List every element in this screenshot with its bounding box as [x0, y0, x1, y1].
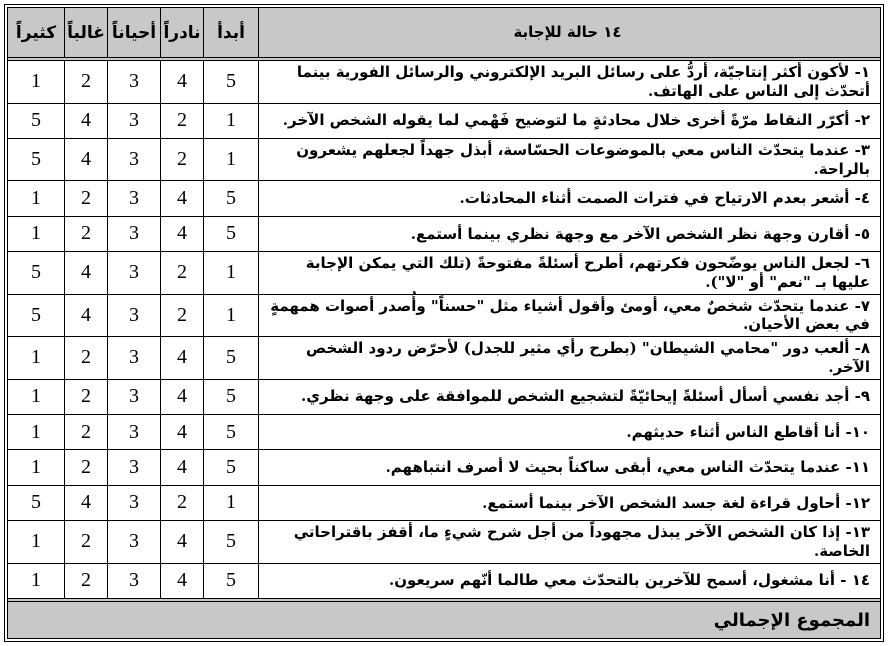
column-header-often-very: كثيراً [15, 22, 57, 43]
score-cell: 1 [31, 420, 41, 443]
score-cell: 3 [107, 337, 160, 379]
score-cell: 1 [203, 104, 258, 138]
statement-text: ٧- عندما يتحدّث شخصٌ معي، أومئ وأقول أشياء مثل "حسناً" وأُصدر أصوات همهمةٍ في بعض الأحيان. [258, 295, 880, 337]
score-cell: 3 [107, 295, 160, 337]
score-cell: 3 [107, 252, 160, 294]
statement-text: ٦- لجعل الناس يوضّحون فكرتهم، أطرح أسئلةً مفتوحةً (تلك التي يمكن الإجابة عليها بـ "نعم" أو "لا"). [258, 252, 880, 294]
score-cell: 3 [107, 521, 160, 563]
table-title: ١٤ حالة للإجابة [258, 8, 880, 57]
table-row [8, 216, 880, 251]
statement-text: ١- لأكون أكثر إنتاجيّة، أردُّ على رسائل البريد الإلكتروني والرسائل الفورية بينما أتحدّث إلى الناس على الهاتف. [258, 61, 880, 103]
listening-questionnaire-table [4, 4, 884, 642]
score-cell: 2 [64, 61, 107, 103]
score-cell: 4 [160, 61, 203, 103]
score-cell: 2 [160, 486, 203, 520]
score-cell: 5 [31, 303, 41, 326]
score-cell: 5 [203, 415, 258, 449]
score-cell: 1 [31, 346, 41, 369]
table-row [8, 61, 880, 103]
score-cell: 4 [160, 217, 203, 251]
score-cell: 3 [107, 564, 160, 598]
score-cell: 1 [203, 139, 258, 181]
score-cell: 4 [160, 337, 203, 379]
score-cell: 1 [31, 456, 41, 479]
score-cell: 5 [31, 491, 41, 514]
column-header-sometimes: أحياناً [107, 8, 160, 57]
score-cell: 3 [107, 450, 160, 484]
total-label: المجموع الإجمالي [713, 609, 870, 631]
score-cell: 3 [107, 104, 160, 138]
score-cell: 4 [160, 415, 203, 449]
table-row [8, 449, 880, 484]
column-header-rarely: نادراً [160, 8, 203, 57]
score-cell: 5 [203, 61, 258, 103]
table-header-row [8, 8, 880, 61]
score-cell: 1 [31, 530, 41, 553]
score-cell: 1 [203, 252, 258, 294]
table-row [8, 251, 880, 294]
score-cell: 1 [31, 222, 41, 245]
score-cell: 5 [203, 450, 258, 484]
table-row [8, 485, 880, 520]
table-row [8, 520, 880, 563]
statement-text: ٥- أقارن وجهة نظر الشخص الآخر مع وجهة نظري بينما أستمع. [258, 217, 880, 251]
score-cell: 2 [160, 252, 203, 294]
score-cell: 2 [64, 415, 107, 449]
statement-text: ٣- عندما يتحدّث الناس معي بالموضوعات الحسّاسة، أبذل جهداً لجعلهم يشعرون بالراحة. [258, 139, 880, 181]
score-cell: 5 [31, 148, 41, 171]
score-cell: 2 [160, 139, 203, 181]
score-cell: 5 [203, 564, 258, 598]
score-cell: 1 [203, 486, 258, 520]
score-cell: 3 [107, 486, 160, 520]
statement-text: ١٠- أنا أقاطع الناس أثناء حديثهم. [258, 415, 880, 449]
statement-text: ٩- أجد نفسي أسأل أسئلةً إيحائيّةً لتشجيع الشخص للموافقة على وجهة نظري. [258, 380, 880, 414]
table-row [8, 294, 880, 337]
score-cell: 3 [107, 61, 160, 103]
column-header-never: أبدأ [203, 8, 258, 57]
score-cell: 2 [64, 380, 107, 414]
score-cell: 3 [107, 139, 160, 181]
score-cell: 2 [64, 521, 107, 563]
score-cell: 5 [31, 109, 41, 132]
statement-text: ١٣- إذا كان الشخص الآخر يبذل مجهوداً من أجل شرح شيءٍ ما، أقفز باقتراحاتي الخاصة. [258, 521, 880, 563]
column-header-often: غالباً [64, 8, 107, 57]
score-cell: 1 [31, 569, 41, 592]
score-cell: 4 [160, 380, 203, 414]
score-cell: 2 [64, 337, 107, 379]
score-cell: 1 [31, 187, 41, 210]
score-cell: 4 [64, 104, 107, 138]
score-cell: 4 [160, 450, 203, 484]
score-cell: 4 [64, 486, 107, 520]
statement-text: ١٢- أحاول قراءة لغة جسد الشخص الآخر بينما أستمع. [258, 486, 880, 520]
statement-text: ١١- عندما يتحدّث الناس معي، أبقى ساكناً بحيث لا أصرف انتباههم. [258, 450, 880, 484]
score-cell: 5 [31, 261, 41, 284]
statement-text: ١٤ - أنا مشغول، أسمح للآخرين بالتحدّث معي طالما أنّهم سريعون. [258, 564, 880, 598]
score-cell: 5 [203, 380, 258, 414]
score-cell: 2 [64, 450, 107, 484]
score-cell: 2 [64, 564, 107, 598]
table-row [8, 103, 880, 138]
statement-text: ٢- أكرّر النقاط مرّةً أخرى خلال محادثةٍ ما لتوضيح فَهْمي لما يقوله الشخص الآخر. [258, 104, 880, 138]
score-cell: 5 [203, 217, 258, 251]
score-cell: 2 [64, 181, 107, 215]
score-cell: 2 [160, 295, 203, 337]
score-cell: 4 [160, 521, 203, 563]
total-row [8, 598, 880, 638]
score-cell: 5 [203, 521, 258, 563]
table-body [8, 61, 880, 598]
score-cell: 4 [160, 564, 203, 598]
score-cell: 3 [107, 181, 160, 215]
statement-text: ٨- ألعب دور "محامي الشيطان" (بطرح رأي مثير للجدل) لأحرّض ردود الشخص الآخر. [258, 337, 880, 379]
score-cell: 5 [203, 337, 258, 379]
score-cell: 1 [31, 385, 41, 408]
score-cell: 1 [203, 295, 258, 337]
score-cell: 3 [107, 217, 160, 251]
score-cell: 4 [160, 181, 203, 215]
table-row [8, 414, 880, 449]
score-cell: 3 [107, 380, 160, 414]
table-row [8, 379, 880, 414]
score-cell: 4 [64, 139, 107, 181]
table-row [8, 336, 880, 379]
table-row [8, 138, 880, 181]
table-row [8, 180, 880, 215]
score-cell: 4 [64, 252, 107, 294]
score-cell: 4 [64, 295, 107, 337]
statement-text: ٤- أشعر بعدم الارتياح في فترات الصمت أثناء المحادثات. [258, 181, 880, 215]
score-cell: 5 [203, 181, 258, 215]
table-row [8, 563, 880, 598]
score-cell: 2 [160, 104, 203, 138]
score-cell: 3 [107, 415, 160, 449]
score-cell: 1 [31, 70, 41, 93]
score-cell: 2 [64, 217, 107, 251]
